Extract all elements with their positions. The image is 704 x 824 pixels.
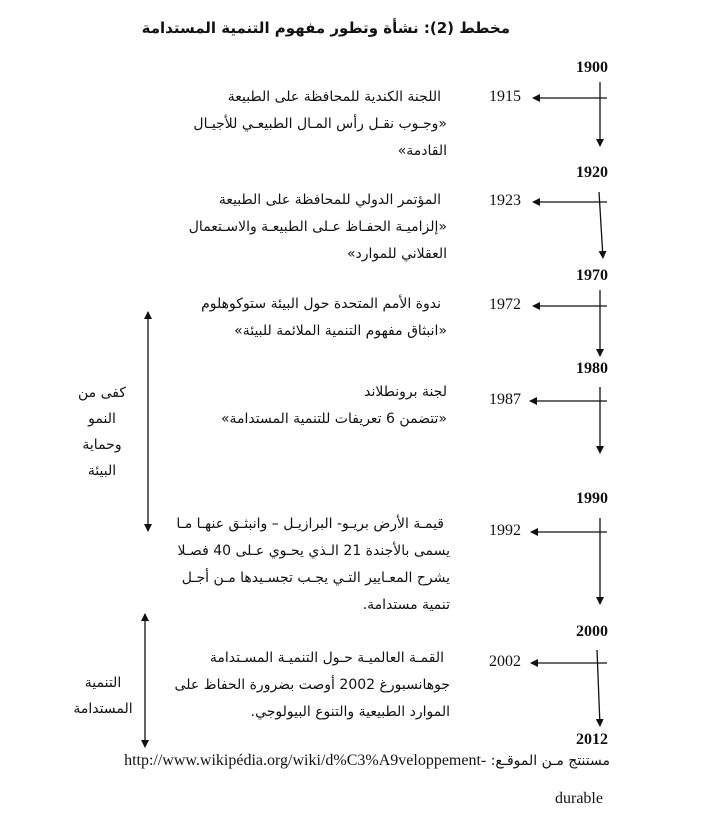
diagram-title: مخطط (2): نشأة وتطور مفهوم التنمية المستدامة <box>141 19 510 37</box>
event-year-1972: 1972 <box>489 296 521 313</box>
event-text-line: العقلاني للموارد» <box>346 246 447 262</box>
event-text-line: «انبثاق مفهوم التنمية الملائمة للبيئة» <box>234 323 447 339</box>
event-description-1992 <box>156 511 450 619</box>
source-url-continuation[interactable]: durable <box>555 790 603 807</box>
event-title: القمـة العالميـة حـول التنميـة المسـتدامة <box>209 650 444 666</box>
event-text-line: «إلزاميـة الحفـاظ عـلى الطبيعـة والاسـتعمال <box>188 219 447 235</box>
period-label-line: المستدامة <box>73 701 133 717</box>
period-year-1920: 1920 <box>576 164 608 181</box>
event-text-line: تنمية مستدامة. <box>362 597 450 613</box>
event-title: لجنة برونطلاند <box>364 384 447 400</box>
period-year-1900: 1900 <box>576 59 608 76</box>
source-prefix: مستنتج مـن الموقـع: <box>490 753 610 769</box>
event-title: ندوة الأمم المتحدة حول البيئة ستوكوهلوم <box>201 296 441 312</box>
event-text-line: الموارد الطبيعية والتنوع البيولوجي. <box>250 704 450 720</box>
timeline-segment-2000 <box>597 650 600 726</box>
event-text-line: جوهانسبورغ 2002 أوصت بضرورة الحفاظ على <box>174 677 450 693</box>
period-label-sustainable-development <box>68 670 138 722</box>
event-text-line: يشرح المعـايير التـي يجـب تجسـيدها مـن أجـل <box>181 570 450 586</box>
event-text-line: القادمة» <box>397 143 447 159</box>
event-description-1915 <box>150 84 447 165</box>
event-year-1992: 1992 <box>489 522 521 539</box>
event-year-2002: 2002 <box>489 653 521 670</box>
period-label-growth-environment <box>70 380 134 484</box>
period-year-1990: 1990 <box>576 490 608 507</box>
event-year-1987: 1987 <box>489 391 521 408</box>
period-label-line: التنمية <box>84 675 122 691</box>
event-title: المؤتمر الدولي للمحافظة على الطبيعة <box>218 192 441 208</box>
event-title: قيمـة الأرض بريـو- البرازيـل – وانبثـق عنهـا مـا <box>176 516 444 532</box>
period-year-2012: 2012 <box>576 731 608 748</box>
event-text-line: يسمى بالأجندة 21 الـذي يحـوي عـلى 40 فصـلا <box>177 543 450 559</box>
event-description-1923 <box>150 187 447 268</box>
event-title: اللجنة الكندية للمحافظة على الطبيعة <box>227 89 441 105</box>
period-label-line: كفى من <box>77 385 127 401</box>
period-label-line: النمو <box>88 411 116 427</box>
event-year-1923: 1923 <box>489 192 521 209</box>
event-text-line: «وجـوب نقـل رأس المـال الطبيعـي للأجيـال <box>193 116 447 132</box>
event-text-line: «تتضمن 6 تعريفات للتنمية المستدامة» <box>220 411 447 427</box>
period-label-line: وحماية <box>82 437 122 453</box>
period-year-1980: 1980 <box>576 360 608 377</box>
period-label-line: البيئة <box>87 463 117 479</box>
source-line <box>70 752 610 770</box>
period-year-2000: 2000 <box>576 623 608 640</box>
period-year-1970: 1970 <box>576 267 608 284</box>
event-year-1915: 1915 <box>489 88 521 105</box>
source-url[interactable]: http://www.wikipédia.org/wiki/d%C3%A9veloppement- <box>124 752 487 769</box>
event-description-1972 <box>150 291 447 345</box>
event-description-1987 <box>150 379 447 433</box>
event-description-2002 <box>156 645 450 726</box>
